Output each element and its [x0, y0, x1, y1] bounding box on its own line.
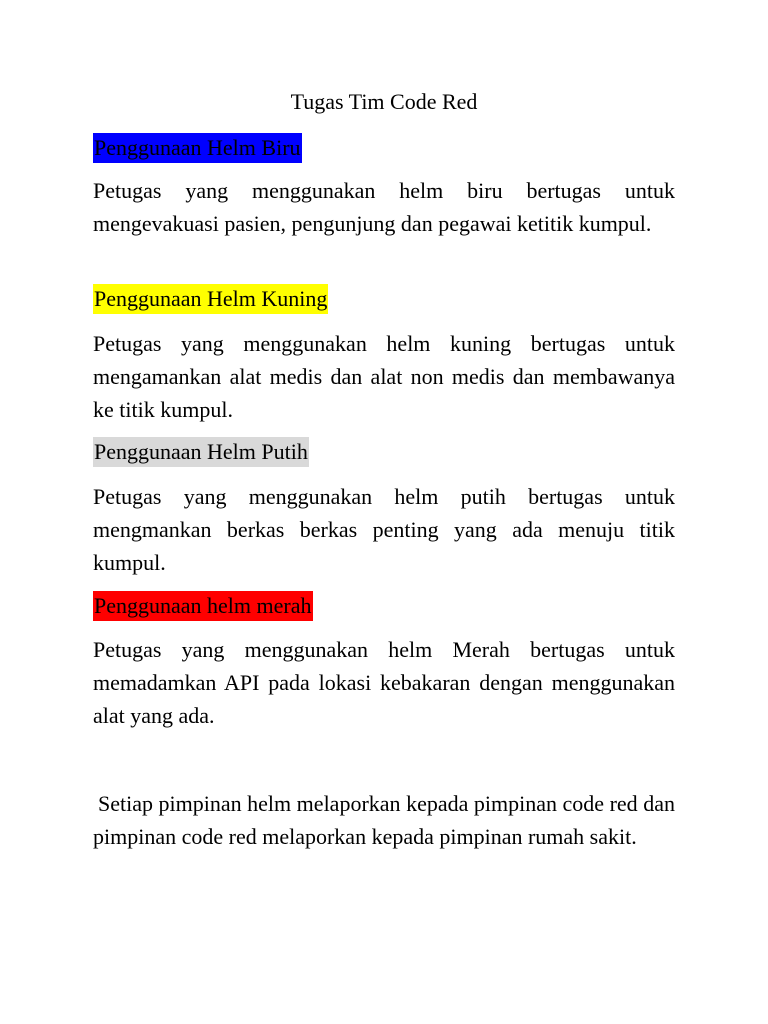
closing-paragraph: Setiap pimpinan helm melaporkan kepada pimpinan code red dan pimpinan code red melaporkan kepada pimpinan rumah sakit. [93, 791, 675, 849]
paragraph-helm-biru: Petugas yang menggunakan helm biru bertugas untuk mengevakuasi pasien, pengunjung dan pegawai ketitik kumpul. [93, 178, 675, 236]
document-title: Tugas Tim Code Red [290, 89, 478, 114]
heading-helm-merah-text: Penggunaan helm merah [93, 591, 313, 621]
paragraph-helm-merah: Petugas yang menggunakan helm Merah bertugas untuk memadamkan API pada lokasi kebakaran dengan menggunakan alat yang ada. [93, 637, 675, 728]
paragraph-helm-putih: Petugas yang menggunakan helm putih bertugas untuk mengmankan berkas berkas penting yang ada menuju titik kumpul. [93, 484, 675, 575]
heading-helm-putih [93, 438, 309, 466]
paragraph-helm-kuning: Petugas yang menggunakan helm kuning bertugas untuk mengamankan alat medis dan alat non medis dan membawanya ke titik kumpul. [93, 331, 675, 422]
heading-helm-kuning [93, 285, 328, 313]
heading-helm-biru [93, 134, 302, 162]
heading-helm-putih-text: Penggunaan Helm Putih [93, 437, 309, 467]
heading-helm-kuning-text: Penggunaan Helm Kuning [93, 284, 328, 314]
heading-helm-biru-text: Penggunaan Helm Biru [93, 133, 302, 163]
heading-helm-merah [93, 592, 313, 620]
